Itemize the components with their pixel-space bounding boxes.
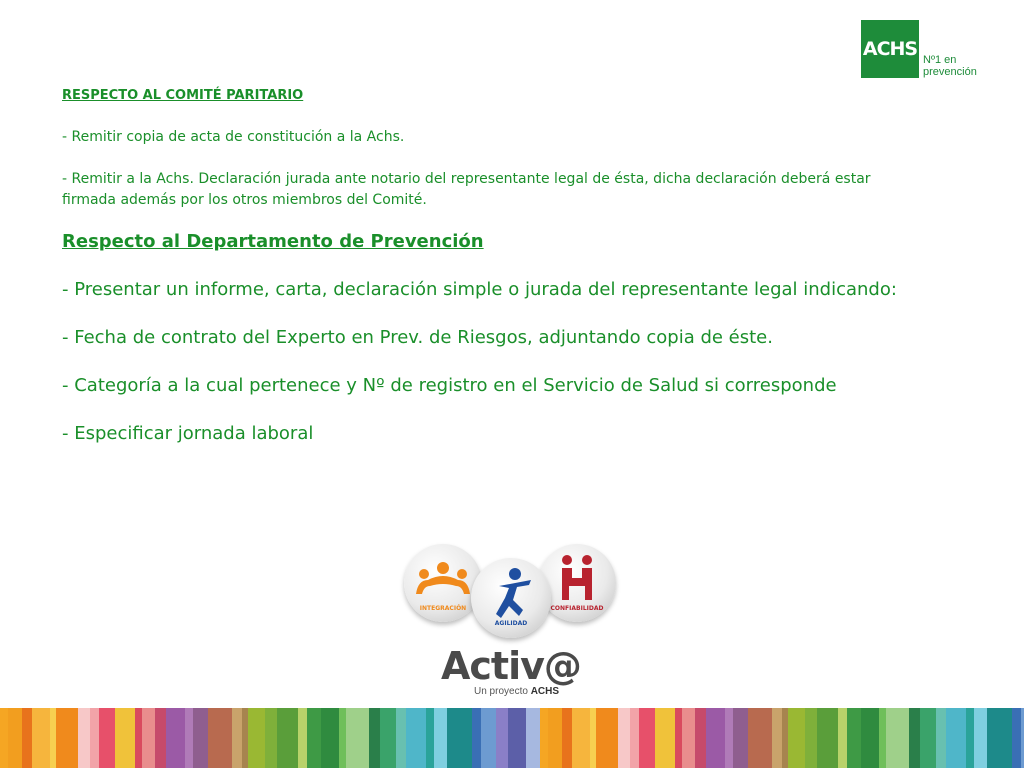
stripe [540,708,548,768]
stripe [426,708,434,768]
stripe [946,708,966,768]
decorative-stripes [0,708,1024,768]
stripe [396,708,406,768]
agility-ball [471,558,551,638]
stripe [909,708,920,768]
stripe [135,708,142,768]
stripe [562,708,572,768]
stripe [99,708,115,768]
stripe [90,708,99,768]
stripe [655,708,675,768]
stripe [805,708,817,768]
stripe [265,708,277,768]
stripe [208,708,232,768]
stripe [1012,708,1021,768]
stripe [682,708,695,768]
stripe [639,708,655,768]
activ-subtitle-prefix: Un proyecto [474,686,528,697]
stripe [248,708,265,768]
stripe [185,708,193,768]
achs-tagline [923,54,977,78]
stripe [380,708,396,768]
stripe [838,708,847,768]
stripe [508,708,526,768]
stripe [472,708,481,768]
stripe [733,708,748,768]
activ-title: Activ@ [441,644,581,688]
stripe [725,708,733,768]
reliability-label: CONFIABILIDAD [550,605,604,612]
achs-logo-box [861,20,919,78]
stripe [695,708,706,768]
stripe [886,708,909,768]
stripe [675,708,682,768]
stripe [56,708,78,768]
stripe [936,708,946,768]
stripe [142,708,155,768]
stripe [346,708,369,768]
stripe [974,708,987,768]
stripe [369,708,380,768]
section2-item-4: - Especificar jornada laboral [62,423,314,444]
stripe [481,708,496,768]
stripe [155,708,166,768]
stripe [307,708,321,768]
stripe [861,708,879,768]
stripe [434,708,447,768]
stripe [78,708,90,768]
stripe [879,708,886,768]
stripe [0,708,8,768]
stripe [339,708,346,768]
stripe [772,708,782,768]
stripe [748,708,772,768]
achs-logo-text: ACHS [862,38,918,60]
stripe [32,708,50,768]
section1-heading: RESPECTO AL COMITÉ PARITARIO [62,88,304,103]
section2-heading: Respecto al Departamento de Prevención [62,231,484,252]
stripe [232,708,242,768]
stripe [447,708,472,768]
stripe [782,708,788,768]
stripe [706,708,725,768]
stripe [847,708,861,768]
activ-subtitle-brand: ACHS [530,686,560,697]
stripe [193,708,208,768]
integration-label: INTEGRACIÓN [419,605,467,612]
section2-item-1: - Presentar un informe, carta, declaración simple o jurada del representante legal indicando: [62,279,897,300]
achs-logo [861,20,981,80]
section2-item-3: - Categoría a la cual pertenece y Nº de registro en el Servicio de Salud si corresponde [62,375,837,396]
section1-item-2: - Remitir a la Achs. Declaración jurada ante notario del representante legal de ésta, dicha declaración deberá estar firmada además por los otros miembros del Comité. [62,171,871,208]
stripe [115,708,135,768]
stripe [298,708,307,768]
stripe [920,708,936,768]
stripe [788,708,805,768]
stripe [572,708,590,768]
activ-subtitle [474,686,559,697]
stripe [496,708,508,768]
stripe [618,708,630,768]
stripe [406,708,426,768]
achs-tagline-line2: prevención [923,66,977,78]
activ-brand [441,644,601,697]
stripe [817,708,838,768]
stripe [596,708,618,768]
stripe [987,708,1012,768]
stripe [526,708,540,768]
stripe [321,708,339,768]
section1-item-1: - Remitir copia de acta de constitución a la Achs. [62,129,405,145]
stripe [22,708,32,768]
stripe [277,708,298,768]
stripe [8,708,22,768]
stripe [548,708,562,768]
stripe [50,708,56,768]
stripe [630,708,639,768]
achs-tagline-line1: Nº1 en [923,54,957,66]
values-graphic [400,540,630,650]
agility-label: AGILIDAD [494,620,528,627]
stripe [966,708,974,768]
section2-item-2: - Fecha de contrato del Experto en Prev. de Riesgos, adjuntando copia de éste. [62,327,773,348]
stripe [590,708,596,768]
stripe [242,708,248,768]
stripe [166,708,185,768]
